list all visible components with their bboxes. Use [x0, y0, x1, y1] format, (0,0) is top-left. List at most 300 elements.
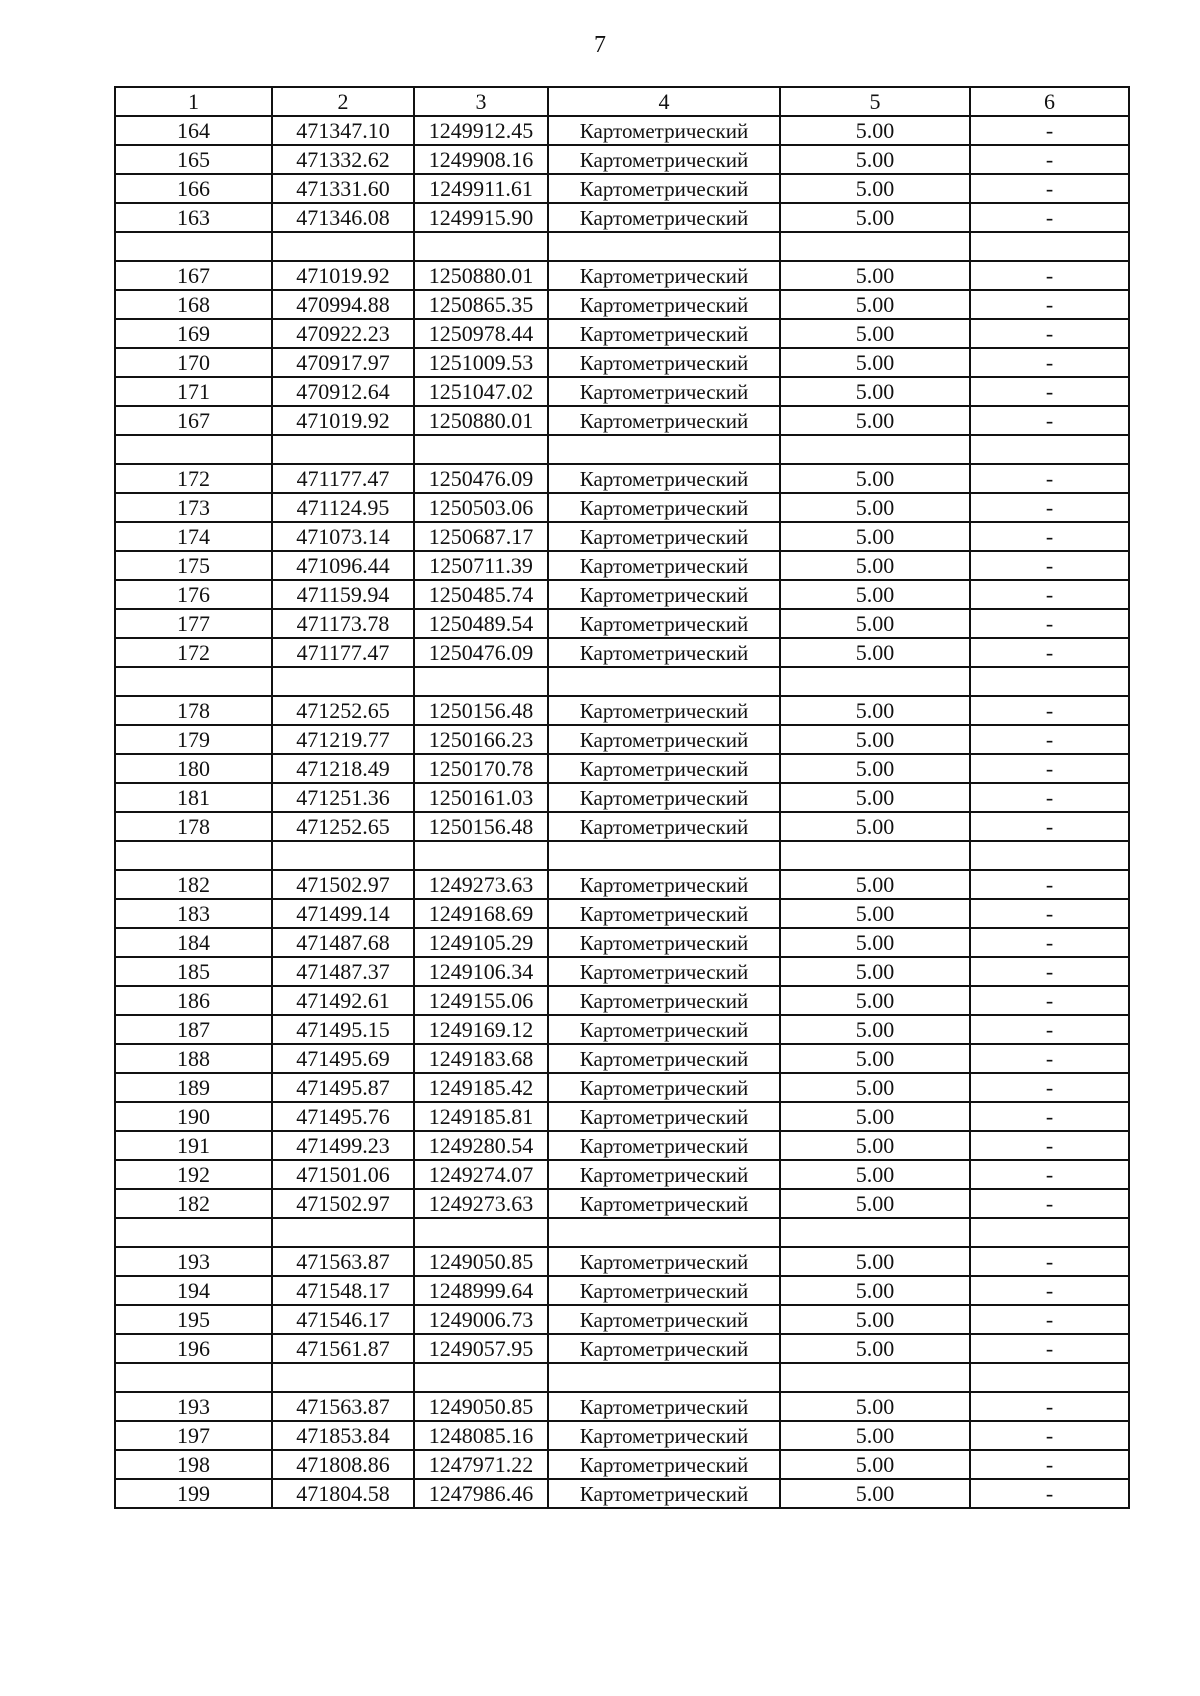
- method-cell: Картометрический: [548, 783, 780, 812]
- x-coordinate-cell: [272, 841, 414, 870]
- accuracy-cell: 5.00: [780, 957, 970, 986]
- method-cell: Картометрический: [548, 1044, 780, 1073]
- x-coordinate-cell: 471853.84: [272, 1421, 414, 1450]
- description-cell: -: [970, 116, 1129, 145]
- column-header-3: 3: [414, 87, 548, 116]
- separator-row: [115, 1363, 1129, 1392]
- table-row: [115, 986, 1129, 1015]
- accuracy-cell: 5.00: [780, 406, 970, 435]
- point-number-cell: 178: [115, 696, 272, 725]
- accuracy-cell: 5.00: [780, 1421, 970, 1450]
- y-coordinate-cell: 1249273.63: [414, 1189, 548, 1218]
- x-coordinate-cell: 471808.86: [272, 1450, 414, 1479]
- point-number-cell: 193: [115, 1392, 272, 1421]
- x-coordinate-cell: 471492.61: [272, 986, 414, 1015]
- description-cell: -: [970, 1305, 1129, 1334]
- method-cell: Картометрический: [548, 319, 780, 348]
- table-row: [115, 1276, 1129, 1305]
- method-cell: Картометрический: [548, 406, 780, 435]
- y-coordinate-cell: 1249168.69: [414, 899, 548, 928]
- x-coordinate-cell: 471546.17: [272, 1305, 414, 1334]
- method-cell: Картометрический: [548, 1131, 780, 1160]
- table-row: [115, 348, 1129, 377]
- y-coordinate-cell: 1250503.06: [414, 493, 548, 522]
- x-coordinate-cell: 471173.78: [272, 609, 414, 638]
- accuracy-cell: 5.00: [780, 638, 970, 667]
- description-cell: -: [970, 261, 1129, 290]
- accuracy-cell: 5.00: [780, 1247, 970, 1276]
- x-coordinate-cell: [272, 232, 414, 261]
- accuracy-cell: [780, 667, 970, 696]
- method-cell: [548, 435, 780, 464]
- point-number-cell: 180: [115, 754, 272, 783]
- x-coordinate-cell: 471804.58: [272, 1479, 414, 1508]
- table-row: [115, 145, 1129, 174]
- table-row: [115, 174, 1129, 203]
- y-coordinate-cell: 1250880.01: [414, 261, 548, 290]
- table-row: [115, 754, 1129, 783]
- point-number-cell: 194: [115, 1276, 272, 1305]
- y-coordinate-cell: 1247986.46: [414, 1479, 548, 1508]
- description-cell: -: [970, 812, 1129, 841]
- table-row: [115, 1015, 1129, 1044]
- table-row: [115, 1131, 1129, 1160]
- coordinates-table: [114, 86, 1130, 1509]
- y-coordinate-cell: [414, 232, 548, 261]
- y-coordinate-cell: 1249105.29: [414, 928, 548, 957]
- description-cell: -: [970, 580, 1129, 609]
- table-row: [115, 116, 1129, 145]
- method-cell: Картометрический: [548, 957, 780, 986]
- method-cell: Картометрический: [548, 1392, 780, 1421]
- y-coordinate-cell: [414, 435, 548, 464]
- x-coordinate-cell: 471495.15: [272, 1015, 414, 1044]
- point-number-cell: [115, 232, 272, 261]
- point-number-cell: 175: [115, 551, 272, 580]
- method-cell: Картометрический: [548, 1450, 780, 1479]
- y-coordinate-cell: [414, 1218, 548, 1247]
- description-cell: -: [970, 319, 1129, 348]
- y-coordinate-cell: 1250476.09: [414, 464, 548, 493]
- description-cell: -: [970, 725, 1129, 754]
- table-row: [115, 957, 1129, 986]
- point-number-cell: 181: [115, 783, 272, 812]
- table-row: [115, 812, 1129, 841]
- x-coordinate-cell: 471159.94: [272, 580, 414, 609]
- y-coordinate-cell: 1250166.23: [414, 725, 548, 754]
- table-row: [115, 1044, 1129, 1073]
- description-cell: -: [970, 203, 1129, 232]
- point-number-cell: 167: [115, 261, 272, 290]
- description-cell: -: [970, 986, 1129, 1015]
- description-cell: -: [970, 638, 1129, 667]
- point-number-cell: [115, 1363, 272, 1392]
- x-coordinate-cell: 471502.97: [272, 1189, 414, 1218]
- accuracy-cell: 5.00: [780, 1073, 970, 1102]
- y-coordinate-cell: [414, 667, 548, 696]
- table-row: [115, 1160, 1129, 1189]
- x-coordinate-cell: [272, 1218, 414, 1247]
- point-number-cell: 176: [115, 580, 272, 609]
- description-cell: -: [970, 1334, 1129, 1363]
- point-number-cell: 197: [115, 1421, 272, 1450]
- accuracy-cell: 5.00: [780, 1131, 970, 1160]
- point-number-cell: 195: [115, 1305, 272, 1334]
- accuracy-cell: 5.00: [780, 870, 970, 899]
- description-cell: -: [970, 522, 1129, 551]
- method-cell: Картометрический: [548, 145, 780, 174]
- separator-row: [115, 667, 1129, 696]
- method-cell: Картометрический: [548, 377, 780, 406]
- description-cell: [970, 435, 1129, 464]
- x-coordinate-cell: 471177.47: [272, 638, 414, 667]
- accuracy-cell: 5.00: [780, 348, 970, 377]
- accuracy-cell: 5.00: [780, 493, 970, 522]
- accuracy-cell: 5.00: [780, 319, 970, 348]
- description-cell: -: [970, 609, 1129, 638]
- description-cell: -: [970, 1160, 1129, 1189]
- method-cell: [548, 232, 780, 261]
- x-coordinate-cell: 471218.49: [272, 754, 414, 783]
- y-coordinate-cell: 1250161.03: [414, 783, 548, 812]
- x-coordinate-cell: 471563.87: [272, 1392, 414, 1421]
- table-row: [115, 1392, 1129, 1421]
- table-row: [115, 1421, 1129, 1450]
- method-cell: Картометрический: [548, 725, 780, 754]
- description-cell: -: [970, 1073, 1129, 1102]
- accuracy-cell: 5.00: [780, 203, 970, 232]
- method-cell: [548, 1218, 780, 1247]
- point-number-cell: 165: [115, 145, 272, 174]
- y-coordinate-cell: 1250489.54: [414, 609, 548, 638]
- column-header-4: 4: [548, 87, 780, 116]
- y-coordinate-cell: 1249155.06: [414, 986, 548, 1015]
- description-cell: -: [970, 754, 1129, 783]
- method-cell: Картометрический: [548, 1160, 780, 1189]
- description-cell: -: [970, 1392, 1129, 1421]
- method-cell: Картометрический: [548, 899, 780, 928]
- x-coordinate-cell: [272, 667, 414, 696]
- method-cell: Картометрический: [548, 1276, 780, 1305]
- table-row: [115, 1102, 1129, 1131]
- point-number-cell: 179: [115, 725, 272, 754]
- method-cell: Картометрический: [548, 580, 780, 609]
- x-coordinate-cell: 471019.92: [272, 406, 414, 435]
- point-number-cell: 191: [115, 1131, 272, 1160]
- point-number-cell: 170: [115, 348, 272, 377]
- method-cell: Картометрический: [548, 116, 780, 145]
- point-number-cell: 185: [115, 957, 272, 986]
- method-cell: Картометрический: [548, 870, 780, 899]
- separator-row: [115, 435, 1129, 464]
- description-cell: -: [970, 551, 1129, 580]
- method-cell: Картометрический: [548, 464, 780, 493]
- description-cell: -: [970, 1131, 1129, 1160]
- x-coordinate-cell: 471563.87: [272, 1247, 414, 1276]
- x-coordinate-cell: 471502.97: [272, 870, 414, 899]
- table-row: [115, 290, 1129, 319]
- description-cell: [970, 841, 1129, 870]
- point-number-cell: 184: [115, 928, 272, 957]
- description-cell: -: [970, 1247, 1129, 1276]
- accuracy-cell: [780, 435, 970, 464]
- point-number-cell: [115, 667, 272, 696]
- accuracy-cell: 5.00: [780, 725, 970, 754]
- method-cell: Картометрический: [548, 986, 780, 1015]
- y-coordinate-cell: 1249057.95: [414, 1334, 548, 1363]
- accuracy-cell: 5.00: [780, 899, 970, 928]
- x-coordinate-cell: 470912.64: [272, 377, 414, 406]
- y-coordinate-cell: 1249050.85: [414, 1392, 548, 1421]
- column-header-5: 5: [780, 87, 970, 116]
- y-coordinate-cell: 1250978.44: [414, 319, 548, 348]
- table-row: [115, 203, 1129, 232]
- point-number-cell: 196: [115, 1334, 272, 1363]
- description-cell: -: [970, 348, 1129, 377]
- y-coordinate-cell: 1249273.63: [414, 870, 548, 899]
- column-header-1: 1: [115, 87, 272, 116]
- point-number-cell: 183: [115, 899, 272, 928]
- point-number-cell: 189: [115, 1073, 272, 1102]
- x-coordinate-cell: 471548.17: [272, 1276, 414, 1305]
- method-cell: Картометрический: [548, 928, 780, 957]
- method-cell: Картометрический: [548, 261, 780, 290]
- x-coordinate-cell: 470994.88: [272, 290, 414, 319]
- page-number: 7: [594, 32, 606, 58]
- description-cell: -: [970, 145, 1129, 174]
- table-row: [115, 1189, 1129, 1218]
- method-cell: Картометрический: [548, 493, 780, 522]
- x-coordinate-cell: 471487.37: [272, 957, 414, 986]
- method-cell: Картометрический: [548, 174, 780, 203]
- method-cell: Картометрический: [548, 551, 780, 580]
- description-cell: -: [970, 174, 1129, 203]
- point-number-cell: 169: [115, 319, 272, 348]
- x-coordinate-cell: 471347.10: [272, 116, 414, 145]
- description-cell: -: [970, 1276, 1129, 1305]
- point-number-cell: 174: [115, 522, 272, 551]
- table-row: [115, 319, 1129, 348]
- table-row: [115, 493, 1129, 522]
- accuracy-cell: [780, 1363, 970, 1392]
- method-cell: Картометрический: [548, 1305, 780, 1334]
- description-cell: -: [970, 928, 1129, 957]
- table-row: [115, 870, 1129, 899]
- column-header-2: 2: [272, 87, 414, 116]
- x-coordinate-cell: 471495.69: [272, 1044, 414, 1073]
- accuracy-cell: 5.00: [780, 1334, 970, 1363]
- point-number-cell: [115, 1218, 272, 1247]
- y-coordinate-cell: 1249280.54: [414, 1131, 548, 1160]
- method-cell: [548, 667, 780, 696]
- y-coordinate-cell: 1249912.45: [414, 116, 548, 145]
- accuracy-cell: 5.00: [780, 754, 970, 783]
- point-number-cell: 193: [115, 1247, 272, 1276]
- x-coordinate-cell: 471499.14: [272, 899, 414, 928]
- x-coordinate-cell: 471251.36: [272, 783, 414, 812]
- x-coordinate-cell: 471019.92: [272, 261, 414, 290]
- description-cell: -: [970, 1479, 1129, 1508]
- description-cell: -: [970, 464, 1129, 493]
- point-number-cell: 186: [115, 986, 272, 1015]
- point-number-cell: 164: [115, 116, 272, 145]
- y-coordinate-cell: 1248085.16: [414, 1421, 548, 1450]
- x-coordinate-cell: 471346.08: [272, 203, 414, 232]
- point-number-cell: 177: [115, 609, 272, 638]
- x-coordinate-cell: 471096.44: [272, 551, 414, 580]
- accuracy-cell: 5.00: [780, 551, 970, 580]
- y-coordinate-cell: [414, 1363, 548, 1392]
- y-coordinate-cell: 1249169.12: [414, 1015, 548, 1044]
- y-coordinate-cell: 1247971.22: [414, 1450, 548, 1479]
- description-cell: -: [970, 406, 1129, 435]
- method-cell: Картометрический: [548, 522, 780, 551]
- table-row: [115, 377, 1129, 406]
- x-coordinate-cell: 471073.14: [272, 522, 414, 551]
- y-coordinate-cell: 1250170.78: [414, 754, 548, 783]
- point-number-cell: 168: [115, 290, 272, 319]
- table-header-row: [115, 87, 1129, 116]
- accuracy-cell: [780, 232, 970, 261]
- table-row: [115, 580, 1129, 609]
- x-coordinate-cell: 471124.95: [272, 493, 414, 522]
- accuracy-cell: 5.00: [780, 464, 970, 493]
- table-row: [115, 1247, 1129, 1276]
- accuracy-cell: 5.00: [780, 1102, 970, 1131]
- accuracy-cell: 5.00: [780, 1479, 970, 1508]
- accuracy-cell: 5.00: [780, 696, 970, 725]
- method-cell: Картометрический: [548, 1189, 780, 1218]
- table-row: [115, 261, 1129, 290]
- description-cell: -: [970, 783, 1129, 812]
- accuracy-cell: 5.00: [780, 1044, 970, 1073]
- x-coordinate-cell: 470922.23: [272, 319, 414, 348]
- method-cell: Картометрический: [548, 1421, 780, 1450]
- y-coordinate-cell: [414, 841, 548, 870]
- x-coordinate-cell: 471332.62: [272, 145, 414, 174]
- description-cell: [970, 1218, 1129, 1247]
- x-coordinate-cell: 471561.87: [272, 1334, 414, 1363]
- table-row: [115, 783, 1129, 812]
- accuracy-cell: 5.00: [780, 986, 970, 1015]
- method-cell: Картометрический: [548, 812, 780, 841]
- point-number-cell: 188: [115, 1044, 272, 1073]
- y-coordinate-cell: 1249183.68: [414, 1044, 548, 1073]
- method-cell: Картометрический: [548, 1073, 780, 1102]
- point-number-cell: 178: [115, 812, 272, 841]
- description-cell: -: [970, 870, 1129, 899]
- x-coordinate-cell: 471495.76: [272, 1102, 414, 1131]
- accuracy-cell: 5.00: [780, 116, 970, 145]
- description-cell: -: [970, 1421, 1129, 1450]
- accuracy-cell: 5.00: [780, 783, 970, 812]
- x-coordinate-cell: [272, 1363, 414, 1392]
- accuracy-cell: [780, 1218, 970, 1247]
- description-cell: -: [970, 1450, 1129, 1479]
- table-row: [115, 696, 1129, 725]
- accuracy-cell: 5.00: [780, 580, 970, 609]
- point-number-cell: 187: [115, 1015, 272, 1044]
- method-cell: Картометрический: [548, 290, 780, 319]
- method-cell: Картометрический: [548, 609, 780, 638]
- description-cell: -: [970, 493, 1129, 522]
- x-coordinate-cell: 471487.68: [272, 928, 414, 957]
- separator-row: [115, 841, 1129, 870]
- y-coordinate-cell: 1249911.61: [414, 174, 548, 203]
- accuracy-cell: 5.00: [780, 1392, 970, 1421]
- y-coordinate-cell: 1250156.48: [414, 812, 548, 841]
- method-cell: Картометрический: [548, 1334, 780, 1363]
- y-coordinate-cell: 1250711.39: [414, 551, 548, 580]
- x-coordinate-cell: 471331.60: [272, 174, 414, 203]
- description-cell: -: [970, 1044, 1129, 1073]
- method-cell: Картометрический: [548, 754, 780, 783]
- table-row: [115, 1479, 1129, 1508]
- y-coordinate-cell: 1249185.42: [414, 1073, 548, 1102]
- y-coordinate-cell: 1248999.64: [414, 1276, 548, 1305]
- y-coordinate-cell: 1249106.34: [414, 957, 548, 986]
- table-row: [115, 899, 1129, 928]
- y-coordinate-cell: 1250156.48: [414, 696, 548, 725]
- y-coordinate-cell: 1250880.01: [414, 406, 548, 435]
- description-cell: -: [970, 1015, 1129, 1044]
- point-number-cell: 171: [115, 377, 272, 406]
- description-cell: -: [970, 696, 1129, 725]
- y-coordinate-cell: 1250485.74: [414, 580, 548, 609]
- x-coordinate-cell: 471252.65: [272, 812, 414, 841]
- point-number-cell: 172: [115, 638, 272, 667]
- method-cell: Картометрический: [548, 638, 780, 667]
- table-row: [115, 1305, 1129, 1334]
- accuracy-cell: 5.00: [780, 1189, 970, 1218]
- accuracy-cell: 5.00: [780, 609, 970, 638]
- description-cell: [970, 1363, 1129, 1392]
- method-cell: Картометрический: [548, 1247, 780, 1276]
- accuracy-cell: 5.00: [780, 1160, 970, 1189]
- method-cell: [548, 1363, 780, 1392]
- accuracy-cell: 5.00: [780, 812, 970, 841]
- table-row: [115, 551, 1129, 580]
- point-number-cell: 182: [115, 1189, 272, 1218]
- table-row: [115, 522, 1129, 551]
- y-coordinate-cell: 1249050.85: [414, 1247, 548, 1276]
- y-coordinate-cell: 1249908.16: [414, 145, 548, 174]
- accuracy-cell: 5.00: [780, 1450, 970, 1479]
- accuracy-cell: 5.00: [780, 290, 970, 319]
- y-coordinate-cell: 1249274.07: [414, 1160, 548, 1189]
- x-coordinate-cell: 471495.87: [272, 1073, 414, 1102]
- description-cell: [970, 232, 1129, 261]
- accuracy-cell: 5.00: [780, 377, 970, 406]
- x-coordinate-cell: 471177.47: [272, 464, 414, 493]
- description-cell: -: [970, 1189, 1129, 1218]
- point-number-cell: 173: [115, 493, 272, 522]
- accuracy-cell: 5.00: [780, 261, 970, 290]
- column-header-6: 6: [970, 87, 1129, 116]
- table-row: [115, 1334, 1129, 1363]
- method-cell: Картометрический: [548, 348, 780, 377]
- x-coordinate-cell: [272, 435, 414, 464]
- y-coordinate-cell: 1250476.09: [414, 638, 548, 667]
- point-number-cell: [115, 841, 272, 870]
- y-coordinate-cell: 1249915.90: [414, 203, 548, 232]
- accuracy-cell: 5.00: [780, 928, 970, 957]
- x-coordinate-cell: 471501.06: [272, 1160, 414, 1189]
- accuracy-cell: 5.00: [780, 1276, 970, 1305]
- description-cell: -: [970, 377, 1129, 406]
- point-number-cell: [115, 435, 272, 464]
- x-coordinate-cell: 470917.97: [272, 348, 414, 377]
